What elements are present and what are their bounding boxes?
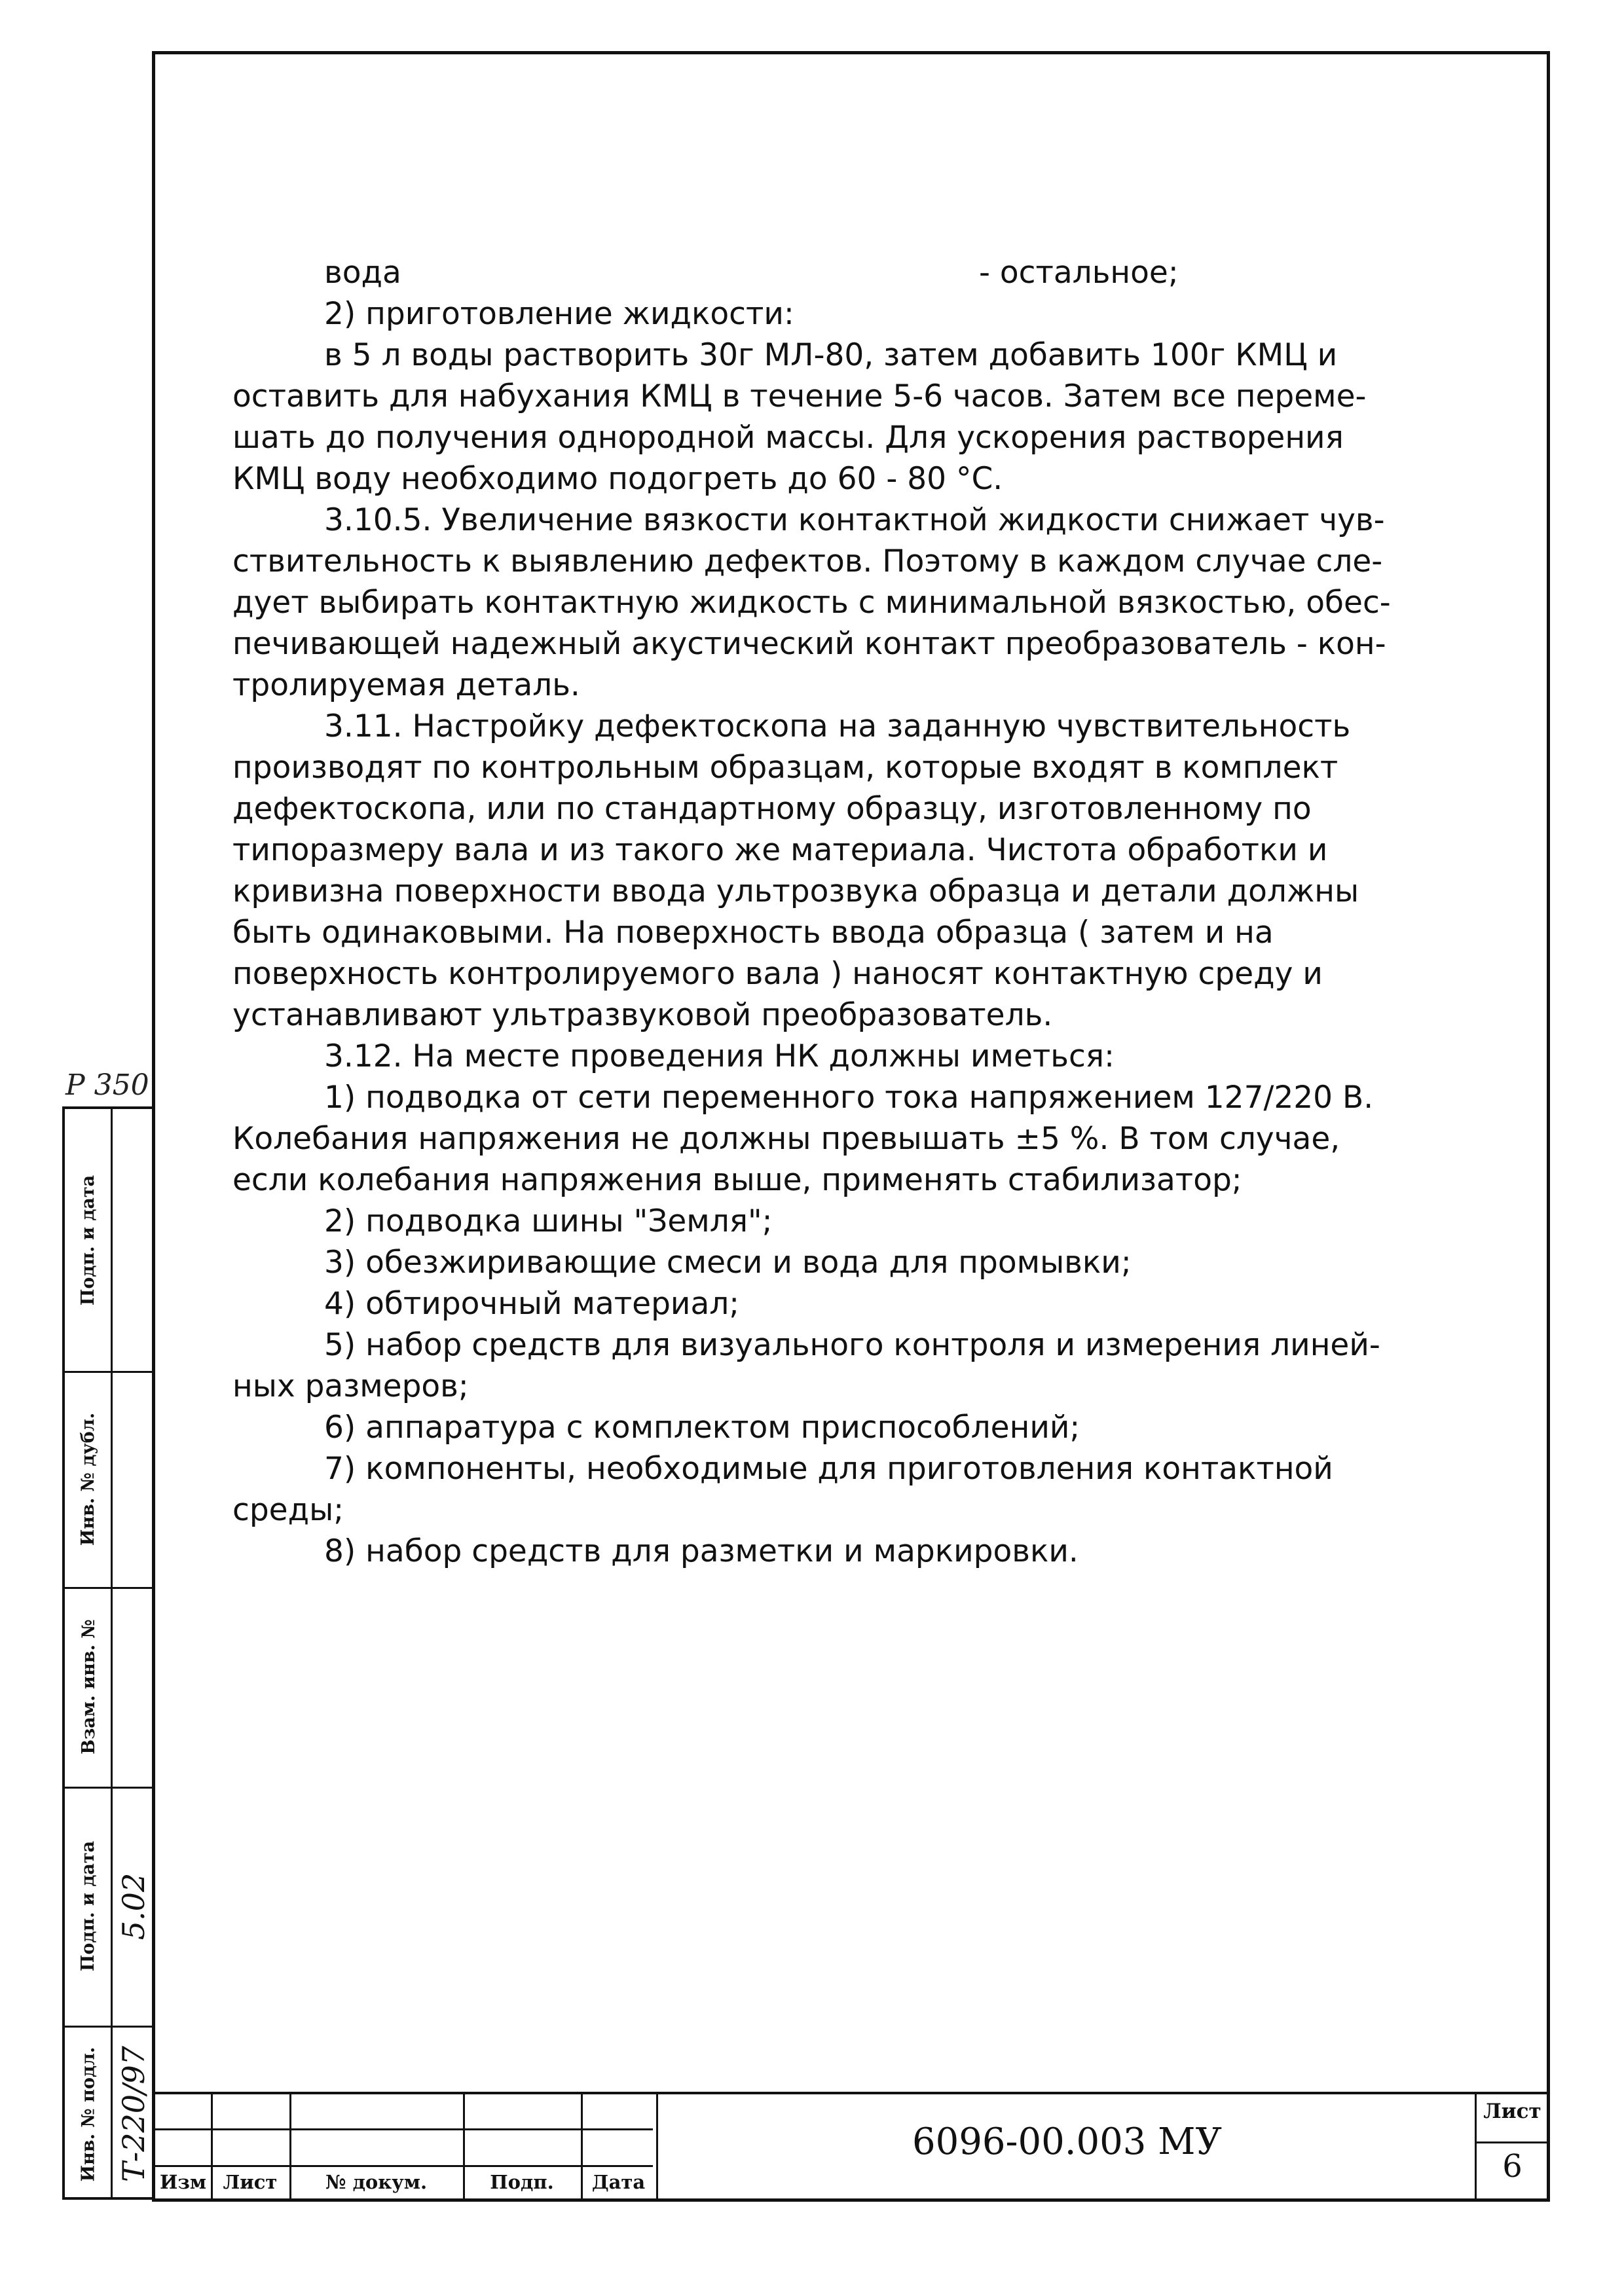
text-line: вода - остальное; xyxy=(324,255,1179,291)
body-text xyxy=(232,252,1464,1572)
title-header-doc-no: № докум. xyxy=(325,2171,428,2193)
document-number: 6096-00.003 МУ xyxy=(912,2121,1222,2163)
text-line: 3.12. На месте проведения НК должны иметься: xyxy=(324,1038,1115,1074)
text-line: производят по контрольным образцам, которые входят в комплект xyxy=(232,750,1338,786)
text-line: устанавливают ультразвуковой преобразователь. xyxy=(232,997,1053,1033)
text-line: ствительность к выявлению дефектов. Поэтому в каждом случае сле- xyxy=(232,543,1383,579)
title-header-signature: Подп. xyxy=(490,2171,554,2193)
text-line: 5) набор средств для визуального контроля и измерения линей- xyxy=(324,1327,1380,1363)
text-line: 7) компоненты, необходимые для приготовления контактной xyxy=(324,1451,1333,1487)
sheet-number: 6 xyxy=(1502,2148,1522,2185)
handwritten-date: 5.02 xyxy=(116,1872,152,1940)
text-line: Колебания напряжения не должны превышать ±5 %. В том случае, xyxy=(232,1121,1340,1157)
text-line: 3.11. Настройку дефектоскопа на заданную чувствительность xyxy=(324,708,1351,744)
title-block-rule xyxy=(155,2165,653,2167)
text-line: шать до получения однородной массы. Для ускорения растворения xyxy=(232,420,1344,456)
title-block-rule xyxy=(1475,2094,1477,2198)
title-block-rule xyxy=(656,2094,658,2198)
text-line: тролируемая деталь. xyxy=(232,667,580,703)
margin-note: Р 350 xyxy=(65,1068,149,1102)
left-stamp-strip xyxy=(62,1106,154,2200)
text-line: дует выбирать контактную жидкость с минимальной вязкостью, обес- xyxy=(232,585,1391,621)
text-line: 2) подводка шины "Земля"; xyxy=(324,1203,773,1239)
sheet-label: Лист xyxy=(1483,2100,1541,2123)
strip-label-sign-date: Подп. и дата xyxy=(78,1175,99,1305)
text-line: печивающей надежный акустический контакт преобразователь - кон- xyxy=(232,626,1386,662)
text-line: 8) набор средств для разметки и маркировки. xyxy=(324,1533,1079,1569)
text-line: 3) обезжиривающие смеси и вода для промывки; xyxy=(324,1245,1132,1281)
strip-label-dup-inv: Инв. № дубл. xyxy=(78,1412,99,1546)
text-line: 3.10.5. Увеличение вязкости контактной жидкости снижает чув- xyxy=(324,502,1385,538)
text-line: 1) подводка от сети переменного тока напряжением 127/220 В. xyxy=(324,1080,1374,1116)
text-line: типоразмеру вала и из такого же материала. Чистота обработки и xyxy=(232,832,1328,868)
title-block xyxy=(155,2092,1547,2198)
text-line: если колебания напряжения выше, применять стабилизатор; xyxy=(232,1162,1242,1198)
strip-label-orig-inv: Инв. № подл. xyxy=(78,2047,99,2181)
text-line: среды; xyxy=(232,1492,344,1528)
text-line: кривизна поверхности ввода ультрозвука образца и детали должны xyxy=(232,873,1359,909)
title-block-rule xyxy=(155,2128,653,2130)
text-line: дефектоскопа, или по стандартному образцу, изготовленному по xyxy=(232,791,1312,827)
strip-label-sign-date-2: Подп. и дата xyxy=(78,1840,99,1972)
text-line: оставить для набухания КМЦ в течение 5-6 часов. Затем все переме- xyxy=(232,378,1367,414)
text-line: в 5 л воды растворить 30г МЛ-80, затем добавить 100г КМЦ и xyxy=(324,337,1338,373)
text-line: 4) обтирочный материал; xyxy=(324,1286,740,1322)
title-block-rule xyxy=(1475,2141,1547,2143)
text-line: быть одинаковыми. На поверхность ввода образца ( затем и на xyxy=(232,915,1274,951)
text-line: КМЦ воду необходимо подогреть до 60 - 80 °С. xyxy=(232,461,1003,497)
handwritten-inv-number: Т-220/97 xyxy=(116,2045,151,2183)
text-line: ных размеров; xyxy=(232,1368,469,1404)
text-line: 2) приготовление жидкости: xyxy=(324,296,794,332)
text-line: поверхность контролируемого вала ) наносят контактную среду и xyxy=(232,956,1323,992)
text-line: 6) аппаратура с комплектом приспособлений; xyxy=(324,1410,1080,1446)
title-header-date: Дата xyxy=(591,2171,646,2193)
strip-label-replace-inv: Взам. инв. № xyxy=(78,1619,99,1755)
title-header-change: Изм xyxy=(159,2171,207,2193)
title-header-sheet: Лист xyxy=(223,2171,278,2193)
